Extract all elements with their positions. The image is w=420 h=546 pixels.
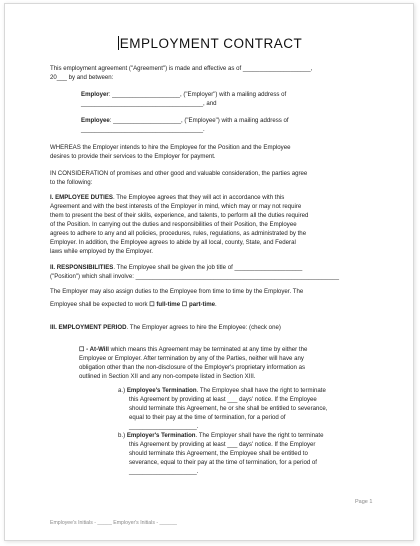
section-heading: II. RESPONSIBILITIES (50, 264, 114, 271)
initials-footer: Employee's Initials - _____ Employer's Initials - ______ (50, 520, 177, 526)
employee-termination-clause (118, 386, 380, 431)
intro-line: This employment agreement ("Agreement") is made and effective as of ____________________, (50, 65, 313, 72)
clause-line: severance, equal to their pay at the time of termination, for a period of (129, 459, 317, 466)
section-line: . The Employer agrees to hire the Employee: (check one) (126, 324, 281, 331)
clause-line: ____________________. (129, 468, 199, 475)
document-title (5, 36, 414, 51)
consideration-line: to the following: (50, 179, 93, 186)
employer-paragraph (81, 90, 381, 108)
assign-duties-line: The Employer may also assign duties to the Employee from time to time by the Employer. The (50, 288, 304, 295)
clause-heading: Employee's Termination (126, 387, 197, 394)
employer-line: : ____________________, ("Employer") with a mailing address of (108, 91, 287, 98)
consideration-line: IN CONSIDERATION of promises and other good and valuable consideration, the parties agree (50, 170, 308, 177)
intro-line: 20___ by and between: (50, 74, 114, 81)
clause-line: . The Employee shall have the right to terminate (196, 387, 326, 394)
assign-duties-paragraph (50, 287, 380, 296)
section-employment-period (50, 323, 380, 332)
section-responsibilities (50, 263, 380, 281)
at-will-line: obligation other than the non-disclosure of the Employer's proprietary information as (79, 364, 306, 371)
at-will-line: Employee or Employer. After termination by any of the Parties, neither will have any (79, 355, 304, 362)
page-number: Page 1 (355, 499, 373, 505)
section-line: . The Employee shall be given the job title of ____________________ (113, 264, 303, 271)
clause-line: . The Employer shall have the right to terminate (195, 432, 324, 439)
consideration-paragraph (50, 169, 380, 187)
full-time-checkbox[interactable]: ☐ full-time (149, 301, 181, 308)
section-line: laws while employed by the Employer. (50, 248, 153, 255)
clause-line: should terminate this Agreement, the Employee shall be entitled to (129, 450, 308, 457)
clause-line: equal to their pay at the time of termination, for a period of (129, 414, 286, 421)
employee-label: Employee (81, 117, 110, 124)
text-cursor (118, 36, 119, 50)
whereas-line: desires to provide their services to the Employer for payment. (50, 153, 216, 160)
clause-prefix: b.) (118, 432, 127, 439)
title-text: EMPLOYMENT CONTRACT (119, 36, 303, 51)
section-line: of the Position. In carrying out the duties and responsibilities of their Position, the Employee (50, 221, 297, 228)
at-will-line: outlined in Section XII and any non-compete listed in Section XIII. (79, 373, 256, 380)
section-heading: III. EMPLOYMENT PERIOD (50, 324, 127, 331)
section-line: them to present the best of their skills, experience, and talents, to perform all the duties required (50, 212, 309, 219)
clause-prefix: a.) (118, 387, 127, 394)
document-page (4, 3, 414, 541)
work-type-suffix: . (215, 301, 217, 308)
intro-paragraph (50, 64, 380, 82)
clause-line: should terminate this Agreement, he or she shall be entitled to severance, (129, 405, 328, 412)
section-line: . The Employee agrees that they will act in accordance with this (112, 194, 285, 201)
section-line: Employer. In addition, the Employee agrees to abide by all local, county, State, and Federal (50, 239, 296, 246)
clause-heading: Employer's Termination (126, 432, 196, 439)
section-heading: I. EMPLOYEE DUTIES (50, 194, 113, 201)
section-line: agrees to adhere to any and all policies, procedures, rules, regulations, as administrated by the (50, 230, 307, 237)
employee-line: : ____________________, ("Employee") with a mailing address of (109, 117, 289, 124)
section-line: Agreement and with the best interests of the Employer in mind, which may or may not require (50, 203, 302, 210)
clause-line: this Agreement by providing at least ___ days' notice. If the Employer (129, 441, 316, 448)
employer-termination-clause (118, 431, 380, 476)
at-will-checkbox[interactable]: ☐ - At-Will (79, 346, 109, 353)
employee-paragraph (81, 116, 381, 134)
clause-line: this Agreement by providing at least ___ days' notice. If the Employee (129, 396, 317, 403)
employer-label: Employer (81, 91, 109, 98)
employer-address-line: ____________________________________, and (81, 100, 217, 107)
section-line: ("Position") which shall involve: ____________________________________________________________ (50, 273, 339, 280)
clause-line: ____________________. (129, 423, 199, 430)
work-type-paragraph (50, 300, 380, 309)
section-employee-duties (50, 193, 380, 256)
at-will-option (79, 345, 379, 381)
part-time-checkbox-box[interactable]: ☐ (180, 301, 189, 308)
employee-address-line: ____________________________________. (81, 126, 205, 133)
at-will-line: which means this Agreement may be terminated at any time by either the (108, 346, 308, 353)
part-time-label: part-time (188, 301, 216, 308)
work-type-prefix: Employee shall be expected to work (50, 301, 150, 308)
whereas-line: WHEREAS the Employer intends to hire the Employee for the Position and the Employee (50, 144, 291, 151)
whereas-paragraph (50, 143, 380, 161)
